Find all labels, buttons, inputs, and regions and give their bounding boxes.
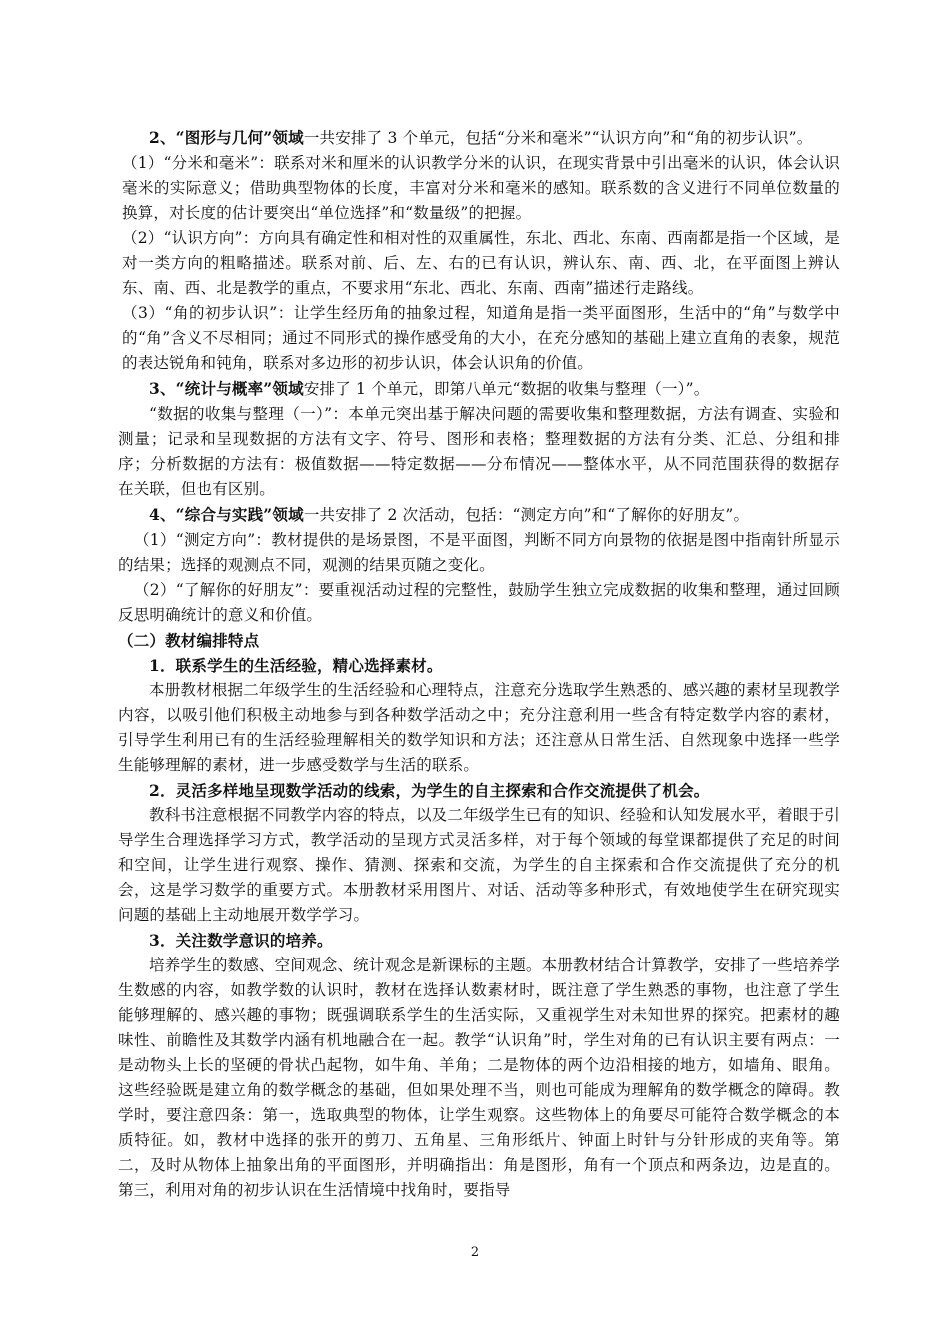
section-text: 一共安排了 3 个单元，包括“分米和毫米”“认识方向”和“角的初步认识”。 <box>303 129 813 147</box>
paragraph: （1）“分米和毫米”：联系对米和厘米的认识教学分米的认识，在现实背景中引出毫米的认识，体会认识毫米的实际意义；借助典型物体的长度，丰富对分米和毫米的感知。联系数的含义进行不同单位数量的换算，对长度的估计要突出“单位选择”和“数量级”的把握。 <box>122 154 840 222</box>
subsection-heading: （二）教材编排特点 <box>118 631 260 650</box>
section-heading: 2、“图形与几何”领域 <box>149 128 304 147</box>
paragraph: （3）“角的初步认识”：让学生经历角的抽象过程，知道角是指一类平面图形，生活中的“角”与数学中的“角”含义不尽相同；通过不同形式的操作感受角的大小，在充分感知的基础上建立直角的表象，规范的表达锐角和钝角，联系对多边形的初步认识，体会认识角的价值。 <box>122 304 840 372</box>
page-number: 2 <box>470 1245 480 1260</box>
paragraph: 本册教材根据二年级学生的生活经验和心理特点，注意充分选取学生熟悉的、感兴趣的素材呈现教学内容，以吸引他们积极主动地参与到各种数学活动之中；充分注意利用一些含有特定数学内容的素材，引导学生利用已有的生活经验理解相关的数学知识和方法；还注意从日常生活、自然现象中选择一些学生能够理解的素材，进一步感受数学与生活的联系。 <box>118 681 840 774</box>
paragraph: （2）“认识方向”：方向具有确定性和相对性的双重属性，东北、西北、东南、西南都是指一个区域，是对一类方向的粗略描述。联系对前、后、左、右的已有认识，辨认东、南、西、北，在平面图上辨认东、南、西、北是教学的重点，不要求用“东北、西北、东南、西南”描述行走路线。 <box>122 229 840 297</box>
section-heading: 3、“统计与概率”领域 <box>149 379 304 398</box>
section-statistics <box>118 376 840 402</box>
section-practice <box>118 502 840 528</box>
paragraph: 培养学生的数感、空间观念、统计观念是新课标的主题。本册教材结合计算教学，安排了一些培养学生数感的内容，如教学数的认识时，教材在选择认数素材时，既注意了学生熟悉的事物，也注意了学生能够理解的、感兴趣的事物；既强调联系学生的生活实际，又重视学生对未知世界的探究。把素材的趣味性、前瞻性及其数学内涵有机地融合在一起。教学“认识角”时，学生对角的已有认识主要有两点：一是动物头上长的坚硬的骨状凸起物，如牛角、羊角；二是物体的两个边沿相接的地方，如墙角、眼角。这些经验既是建立角的数学概念的基础，但如果处理不当，则也可能成为理解角的数学概念的障碍。教学时，要注意四条：第一，选取典型的物体，让学生观察。这些物体上的角要尽可能符合数学概念的本质特征。如，教材中选择的张开的剪刀、五角星、三角形纸片、钟面上时针与分针形成的夹角等。第二，及时从物体上抽象出角的平面图形，并明确指出：角是图形，角有一个顶点和两条边，边是直的。第三，利用对角的初步认识在生活情境中找角时，要指导 <box>118 956 840 1199</box>
section-heading: 4、“综合与实践”领域 <box>149 505 304 524</box>
paragraph: 教科书注意根据不同教学内容的特点，以及二年级学生已有的知识、经验和认知发展水平，着眼于引导学生合理选择学习方式，教学活动的呈现方式灵活多样，对于每个领域的每堂课都提供了充足的时间和空间，让学生进行观察、操作、猜测、探索和交流，为学生的自主探索和合作交流提供了充分的机会，这是学习数学的重要方式。本册教材采用图片、对话、活动等多种形式，有效地使学生在研究现实问题的基础上主动地展开数学学习。 <box>118 806 840 924</box>
paragraph: （1）“测定方向”：教材提供的是场景图，不是平面图，判断不同方向景物的依据是图中指南针所显示的结果；选择的观测点不同，观测的结果页随之变化。 <box>118 531 840 574</box>
feature-title: 3．关注数学意识的培养。 <box>149 931 333 950</box>
page-body <box>118 123 840 1203</box>
paragraph: “数据的收集与整理（一）”：本单元突出基于解决问题的需要收集和整理数据，方法有调查、实验和测量；记录和呈现数据的方法有文字、符号、图形和表格；整理数据的方法有分类、汇总、分组和排序；分析数据的方法有：极值数据——特定数据——分布情况——整体水平，从不同范围获得的数据存在关联，但也有区别。 <box>118 405 840 498</box>
section-text: 安排了 1 个单元，即第八单元“数据的收集与整理（一）”。 <box>303 380 710 398</box>
paragraph: （2）“了解你的好朋友”：要重视活动过程的完整性，鼓励学生独立完成数据的收集和整理，通过回顾反思明确统计的意义和价值。 <box>118 581 840 624</box>
feature-title: 1．联系学生的生活经验，精心选择素材。 <box>149 656 443 675</box>
section-geometry <box>118 125 840 151</box>
feature-title: 2．灵活多样地呈现数学活动的线索，为学生的自主探索和合作交流提供了机会。 <box>149 781 710 800</box>
section-text: 一共安排了 2 次活动，包括：“测定方向”和“了解你的好朋友”。 <box>303 506 750 524</box>
